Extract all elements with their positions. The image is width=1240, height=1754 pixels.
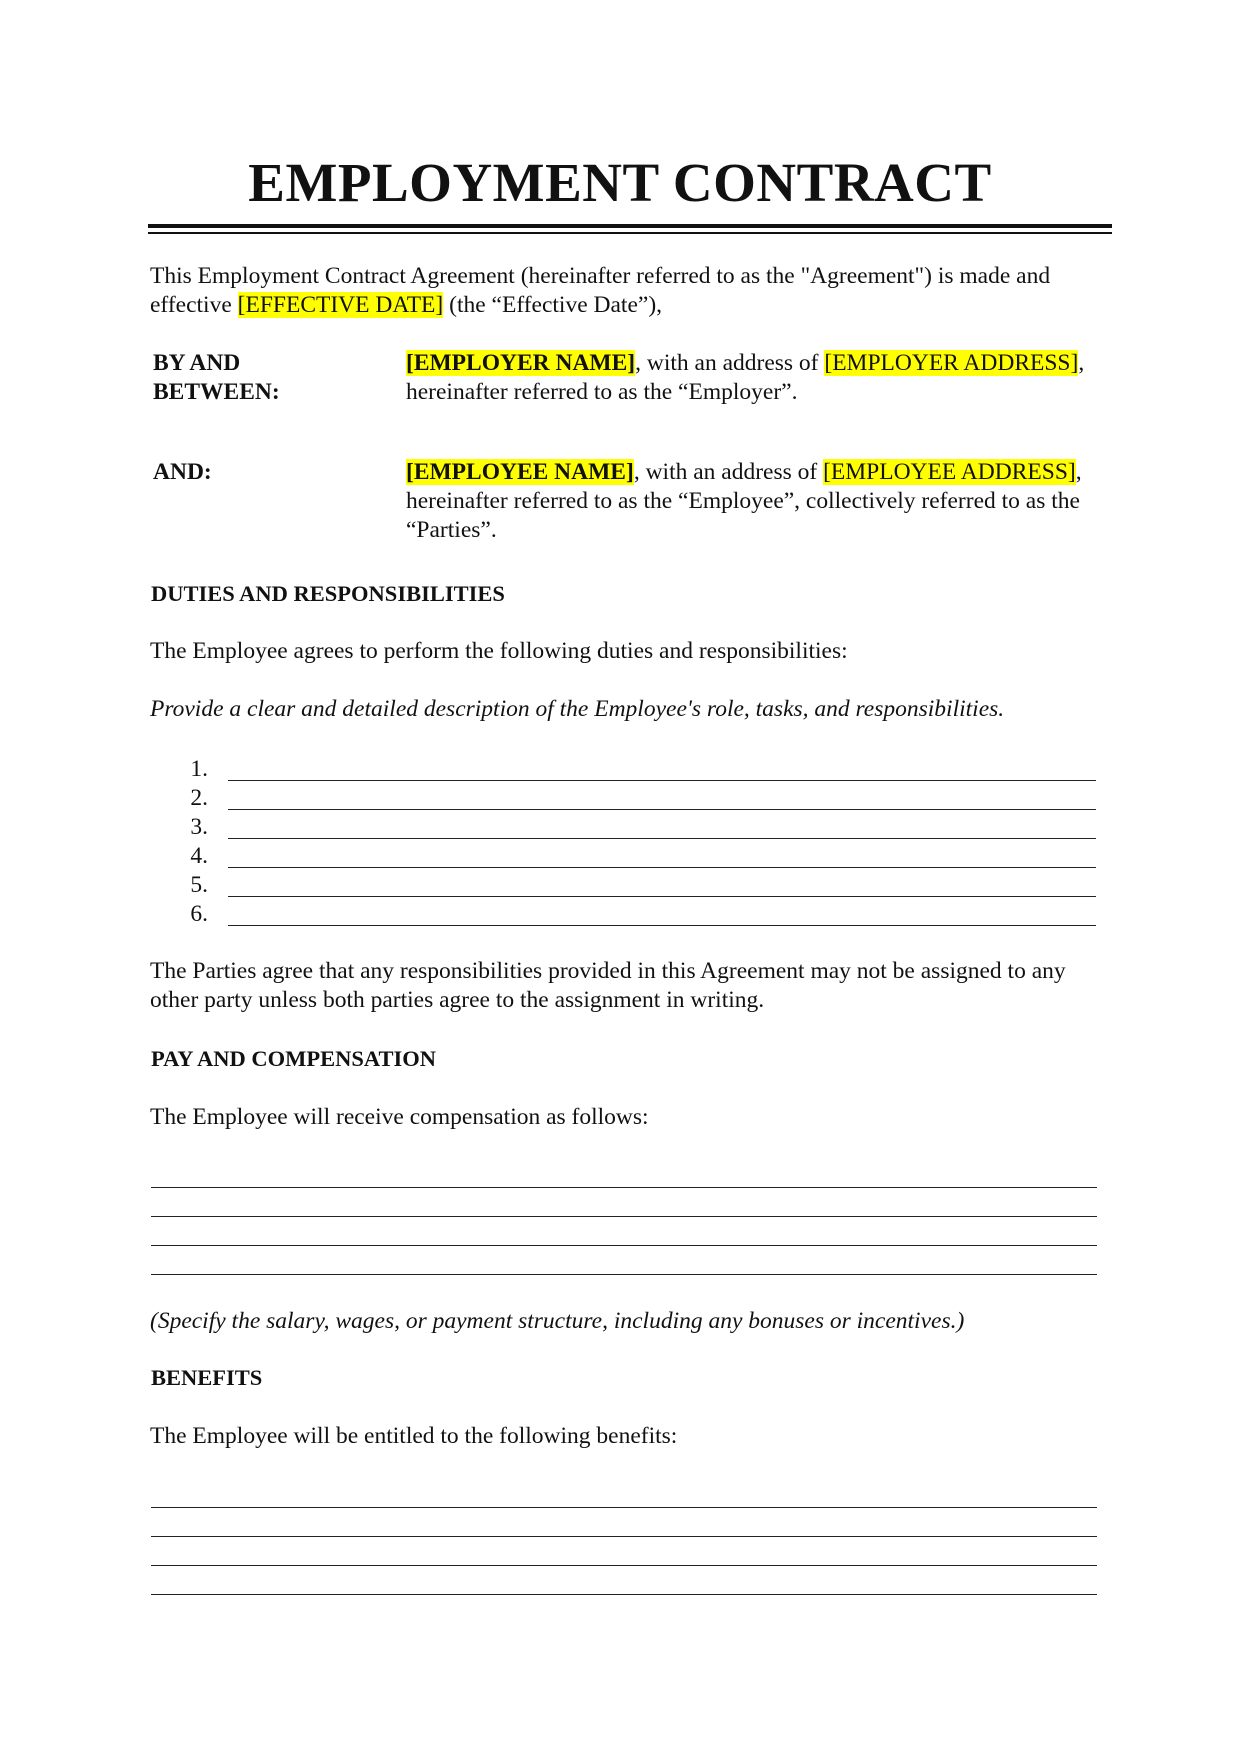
- duty-blank-line[interactable]: [228, 925, 1096, 926]
- employer-name-field[interactable]: [EMPLOYER NAME]: [406, 350, 636, 376]
- pay-lead: The Employee will receive compensation as follows:: [150, 1104, 649, 1130]
- assignment-clause: The Parties agree that any responsibilities provided in this Agreement may not be assigned to any other party unless both parties agree to the assignment in writing.: [150, 958, 1066, 1013]
- employer-end-text: , hereinafter referred to as the “Employer”.: [406, 350, 1085, 405]
- duty-item-6: [150, 900, 1100, 929]
- employer-label: [153, 349, 280, 407]
- employee-name-field[interactable]: [EMPLOYEE NAME]: [406, 459, 634, 485]
- duty-item-2: [150, 784, 1100, 813]
- effective-date-field[interactable]: [EFFECTIVE DATE]: [237, 292, 444, 318]
- title-rule-thick: [148, 224, 1112, 228]
- duty-number: 5.: [190, 872, 208, 898]
- title-rule-thin: [148, 232, 1112, 234]
- duty-blank-line[interactable]: [228, 838, 1096, 839]
- employer-label-line1: BY AND: [153, 350, 241, 376]
- duty-blank-line[interactable]: [228, 896, 1096, 897]
- duty-blank-line[interactable]: [228, 809, 1096, 810]
- pay-blank-line[interactable]: [151, 1216, 1097, 1217]
- duties-lead: The Employee agrees to perform the following duties and responsibilities:: [150, 638, 848, 664]
- employee-end-text: , hereinafter referred to as the “Employee”, collectively referred to as the “Parties”.: [406, 459, 1082, 543]
- pay-blank-line[interactable]: [151, 1274, 1097, 1275]
- pay-heading: PAY AND COMPENSATION: [151, 1046, 437, 1071]
- duty-item-3: [150, 813, 1100, 842]
- duty-number: 2.: [190, 785, 208, 811]
- employee-address-field[interactable]: [EMPLOYEE ADDRESS]: [823, 459, 1076, 485]
- pay-blank-line[interactable]: [151, 1187, 1097, 1188]
- duty-number: 4.: [190, 843, 208, 869]
- duty-item-1: [150, 755, 1100, 784]
- duties-heading: DUTIES AND RESPONSIBILITIES: [151, 581, 505, 606]
- duty-blank-line[interactable]: [228, 780, 1096, 781]
- benefits-heading: BENEFITS: [151, 1365, 263, 1390]
- employer-mid-text: , with an address of: [635, 350, 825, 376]
- employer-address-field[interactable]: [EMPLOYER ADDRESS]: [824, 350, 1079, 376]
- duty-item-4: [150, 842, 1100, 871]
- pay-instruction: (Specify the salary, wages, or payment structure, including any bonuses or incentives.): [150, 1308, 965, 1334]
- pay-blank-line[interactable]: [151, 1245, 1097, 1246]
- duties-instruction: Provide a clear and detailed description of the Employee's role, tasks, and responsibilities.: [150, 696, 1005, 722]
- duty-number: 3.: [190, 814, 208, 840]
- employee-label: AND:: [153, 459, 212, 485]
- benefits-blank-line[interactable]: [151, 1507, 1097, 1508]
- duty-blank-line[interactable]: [228, 867, 1096, 868]
- benefits-lead: The Employee will be entitled to the following benefits:: [150, 1423, 678, 1449]
- document-title: EMPLOYMENT CONTRACT: [248, 152, 992, 213]
- intro-paragraph: [150, 262, 1100, 320]
- intro-text-start: This Employment Contract Agreement (hereinafter referred to as the "Agreement") is made and effective: [150, 263, 1051, 318]
- benefits-blank-line[interactable]: [151, 1536, 1097, 1537]
- duty-item-5: [150, 871, 1100, 900]
- employee-details: [406, 458, 1106, 545]
- intro-text-end: (the “Effective Date”),: [443, 292, 663, 318]
- benefits-blank-line[interactable]: [151, 1594, 1097, 1595]
- duty-number: 1.: [190, 756, 208, 782]
- employer-details: [406, 349, 1106, 407]
- employer-label-line2: BETWEEN:: [153, 379, 280, 405]
- employee-mid-text: , with an address of: [633, 459, 824, 485]
- benefits-blank-line[interactable]: [151, 1565, 1097, 1566]
- duty-number: 6.: [190, 901, 208, 927]
